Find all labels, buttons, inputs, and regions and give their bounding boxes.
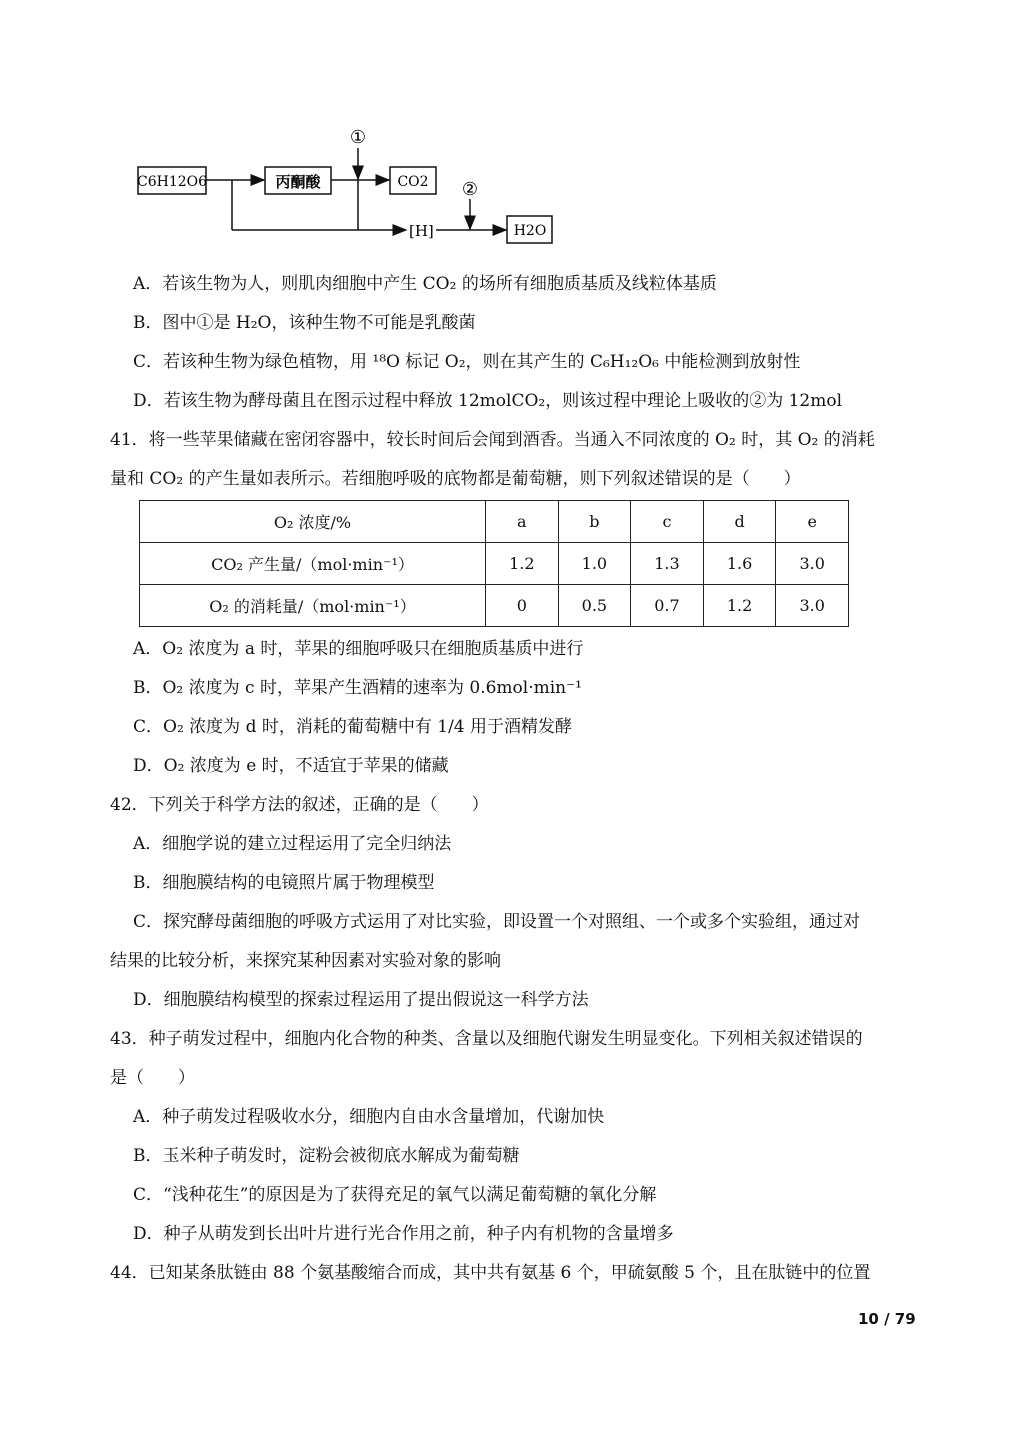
table-cell: e xyxy=(776,501,849,543)
q41-stem-line1: 41．将一些苹果储藏在密闭容器中，较长时间后会闻到酒香。当通入不同浓度的 O₂ 时，其 O₂ 的消耗 xyxy=(110,430,875,450)
table-cell: 3.0 xyxy=(776,585,849,627)
table-cell: 1.0 xyxy=(558,543,631,585)
q41-option-d: D．O₂ 浓度为 e 时，不适宜于苹果的储藏 xyxy=(133,756,449,776)
q41-option-b: B．O₂ 浓度为 c 时，苹果产生酒精的速率为 0.6mol·min⁻¹ xyxy=(133,678,582,698)
pyruvate-label: 丙酮酸 xyxy=(275,173,321,191)
q43-option-b: B．玉米种子萌发时，淀粉会被彻底水解成为葡萄糖 xyxy=(133,1146,520,1166)
q43-option-a: A．种子萌发过程吸收水分，细胞内自由水含量增加，代谢加快 xyxy=(133,1107,605,1127)
h2o-label: H2O xyxy=(513,223,547,239)
q42-option-b: B．细胞膜结构的电镜照片属于物理模型 xyxy=(133,873,435,893)
q43-option-d: D．种子从萌发到长出叶片进行光合作用之前，种子内有机物的含量增多 xyxy=(133,1224,674,1244)
o2-co2-table xyxy=(139,500,849,627)
q43-option-c: C．“浅种花生”的原因是为了获得充足的氧气以满足葡萄糖的氧化分解 xyxy=(133,1185,657,1205)
table-cell: b xyxy=(558,501,631,543)
marker-2: ② xyxy=(461,179,479,200)
q42-option-a: A．细胞学说的建立过程运用了完全归纳法 xyxy=(133,834,452,854)
q42-stem: 42．下列关于科学方法的叙述，正确的是（ ） xyxy=(110,795,489,815)
table-cell: 0 xyxy=(486,585,559,627)
q43-stem-line2: 是（ ） xyxy=(110,1068,195,1088)
table-cell: 0.7 xyxy=(631,585,704,627)
table-cell: O₂ 的消耗量/（mol·min⁻¹） xyxy=(140,585,486,627)
table-cell: CO₂ 产生量/（mol·min⁻¹） xyxy=(140,543,486,585)
table-cell: 1.2 xyxy=(703,585,776,627)
q40-option-c: C．若该种生物为绿色植物，用 ¹⁸O 标记 O₂，则在其产生的 C₆H₁₂O₆ 中能检测到放射性 xyxy=(133,352,801,372)
q41-stem-line2: 量和 CO₂ 的产生量如表所示。若细胞呼吸的底物都是葡萄糖，则下列叙述错误的是（ ） xyxy=(110,469,801,489)
marker-1: ① xyxy=(349,127,367,148)
glucose-label: C6H12O6 xyxy=(136,174,208,190)
q42-option-c-line1: C．探究酵母菌细胞的呼吸方式运用了对比实验，即设置一个对照组、一个或多个实验组，通过对 xyxy=(133,912,861,932)
q40-option-d: D．若该生物为酵母菌且在图示过程中释放 12molCO₂，则该过程中理论上吸收的②为 12mol xyxy=(133,391,843,411)
q42-option-d: D．细胞膜结构模型的探索过程运用了提出假说这一科学方法 xyxy=(133,990,589,1010)
table-cell: 1.3 xyxy=(631,543,704,585)
table-cell: 0.5 xyxy=(558,585,631,627)
table-cell: a xyxy=(486,501,559,543)
table-cell: 3.0 xyxy=(776,543,849,585)
table-row xyxy=(140,501,849,543)
h-label: [H] xyxy=(409,222,434,240)
q41-option-c: C．O₂ 浓度为 d 时，消耗的葡萄糖中有 1/4 用于酒精发酵 xyxy=(133,717,573,737)
q40-option-a: A．若该生物为人，则肌肉细胞中产生 CO₂ 的场所有细胞质基质及线粒体基质 xyxy=(133,274,717,294)
table-cell: 1.6 xyxy=(703,543,776,585)
q42-option-c-line2: 结果的比较分析，来探究某种因素对实验对象的影响 xyxy=(110,951,501,971)
co2-label: CO2 xyxy=(397,174,429,190)
table-cell: c xyxy=(631,501,704,543)
respiration-diagram xyxy=(0,0,1020,260)
table-cell: d xyxy=(703,501,776,543)
table-cell: 1.2 xyxy=(486,543,559,585)
q44-stem: 44．已知某条肽链由 88 个氨基酸缩合而成，其中共有氨基 6 个，甲硫氨酸 5 个，且在肽链中的位置 xyxy=(110,1263,871,1283)
table-row xyxy=(140,585,849,627)
q41-option-a: A．O₂ 浓度为 a 时，苹果的细胞呼吸只在细胞质基质中进行 xyxy=(133,639,584,659)
page-number: 10 / 79 xyxy=(858,1310,916,1328)
table-row xyxy=(140,543,849,585)
q43-stem-line1: 43．种子萌发过程中，细胞内化合物的种类、含量以及细胞代谢发生明显变化。下列相关叙述错误的 xyxy=(110,1029,863,1049)
q40-option-b: B．图中①是 H₂O，该种生物不可能是乳酸菌 xyxy=(133,313,476,333)
table-cell: O₂ 浓度/% xyxy=(140,501,486,543)
